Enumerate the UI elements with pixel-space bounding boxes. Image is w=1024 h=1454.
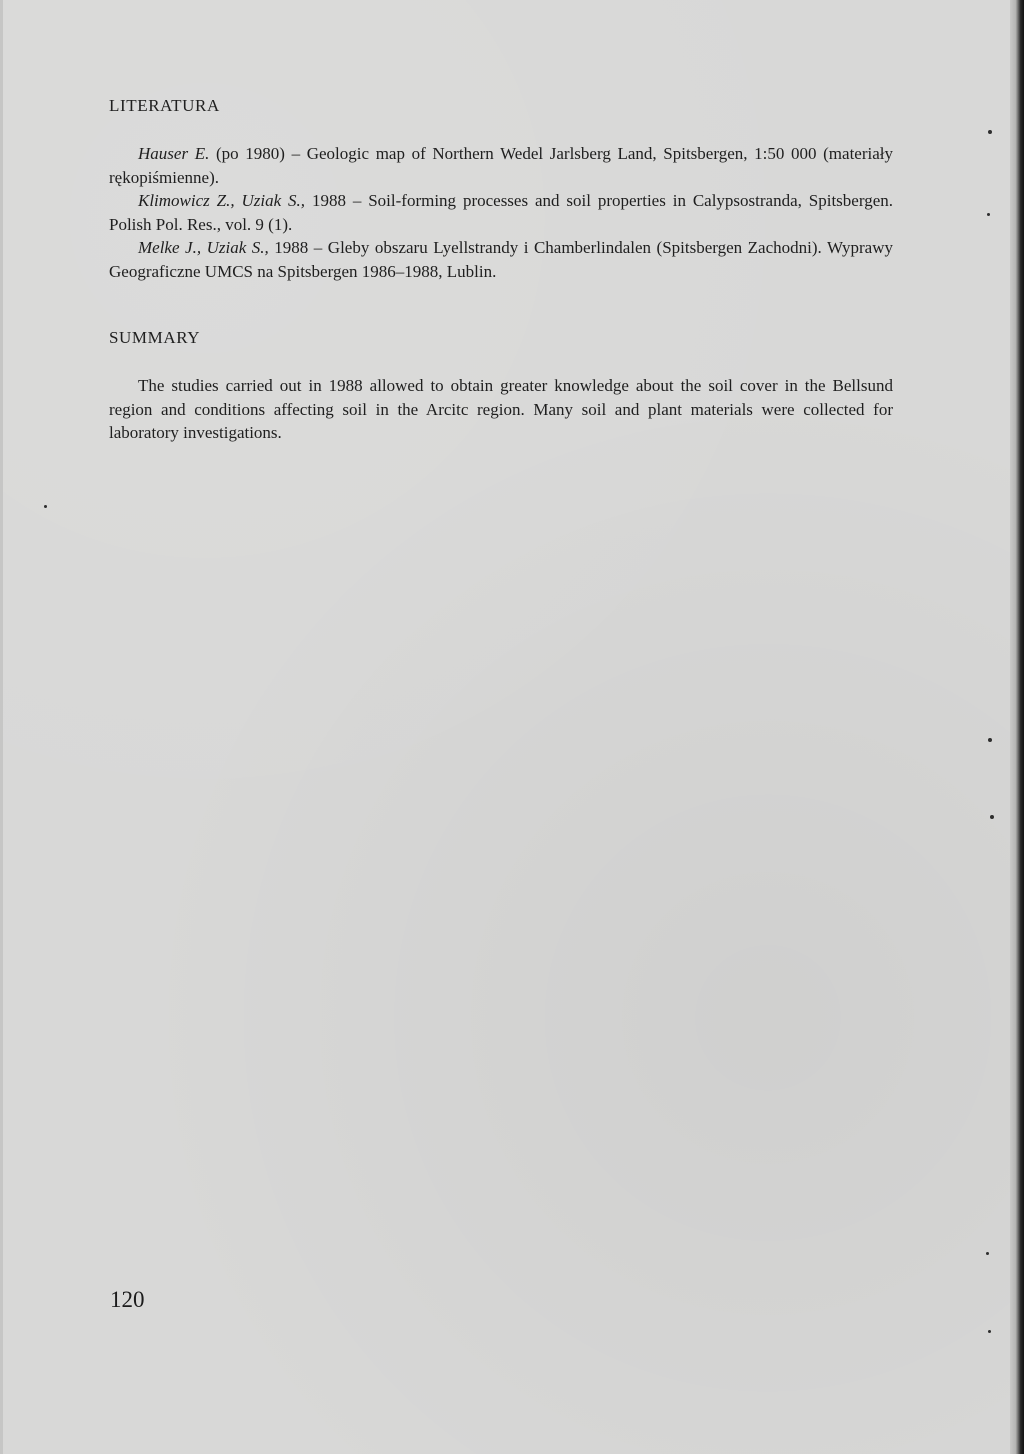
scan-speck <box>988 1330 991 1333</box>
scan-speck <box>988 738 992 742</box>
summary-heading: SUMMARY <box>109 328 201 347</box>
reference-text: 1988 – Soil-forming processes and soil properties in Calypsostranda, Spitsbergen. Polish Pol. Res., vol. 9 (1). <box>109 191 893 234</box>
scan-speck <box>988 130 992 134</box>
reference-text: 1988 – Gleby obszaru Lyellstrandy i Chamberlindalen (Spitsbergen Zachodni). Wyprawy Geograficzne UMCS na Spitsbergen 1986–1988, Lublin. <box>109 238 893 281</box>
reference-author: Hauser E. <box>138 144 210 163</box>
scan-speck <box>986 1252 989 1255</box>
scan-speck <box>987 213 990 216</box>
reference-author: Klimowicz Z., Uziak S., <box>138 191 306 210</box>
reference-item <box>109 189 893 236</box>
scan-speck <box>44 505 47 508</box>
summary-paragraph: The studies carried out in 1988 allowed to obtain greater knowledge about the soil cover in the Bellsund region and conditions affecting soil in the Arcitc region. Many soil and plant materials were collected for laboratory investigations. <box>109 376 893 442</box>
page-number: 120 <box>110 1287 145 1312</box>
page-right-edge-shadow <box>1010 0 1024 1454</box>
reference-list <box>109 142 893 283</box>
reference-item <box>109 142 893 189</box>
reference-text: (po 1980) – Geologic map of Northern Wedel Jarlsberg Land, Spitsbergen, 1:50 000 (materiały rękopiśmienne). <box>109 144 893 187</box>
literature-heading: LITERATURA <box>109 96 220 115</box>
reference-item <box>109 236 893 283</box>
scan-speck <box>990 815 994 819</box>
reference-author: Melke J., Uziak S., <box>138 238 269 257</box>
page-left-edge <box>0 0 3 1454</box>
